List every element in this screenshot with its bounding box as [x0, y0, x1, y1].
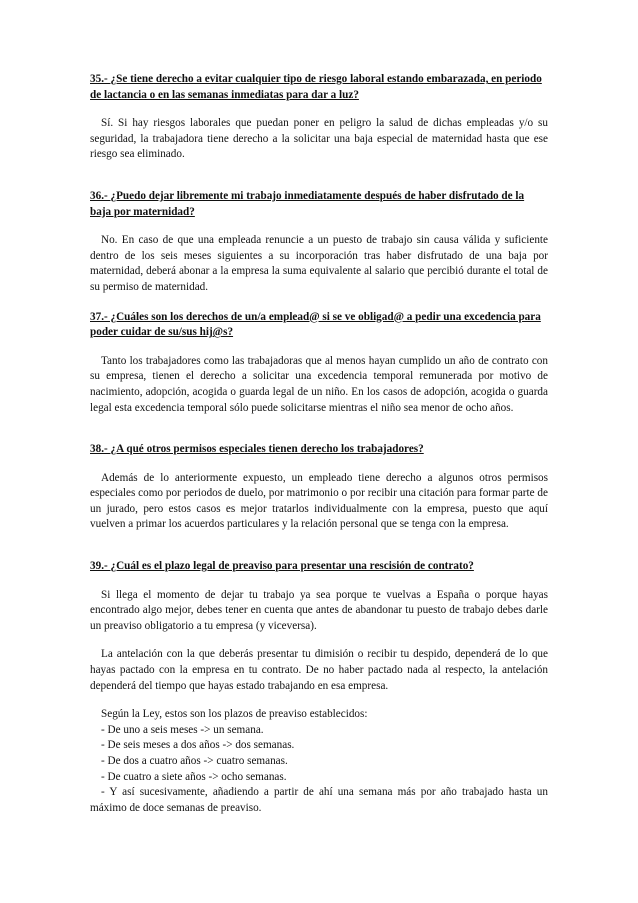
list-item: - De cuatro a siete años -> ocho semanas. — [101, 770, 287, 783]
list-item: - De seis meses a dos años -> dos semanas. — [101, 739, 295, 752]
notice-list-intro: Según la Ley, estos son los plazos de preaviso establecidos: — [101, 708, 368, 721]
notice-periods-list — [90, 723, 548, 817]
list-item: - Y así sucesivamente, añadiendo a partir de ahí una semana más por año trabajado hasta un máximo de doce semanas de preaviso. — [90, 786, 548, 814]
question-38-heading: 38.- ¿A qué otros permisos especiales tienen derecho los trabajadores? — [90, 443, 424, 456]
answer-35-paragraph: Sí. Si hay riesgos laborales que puedan poner en peligro la salud de dichas empleadas y/o su seguridad, la trabajadora tiene derecho a la solicitar una baja especial de maternidad hasta que ese riesgo sea eliminado. — [90, 117, 548, 161]
answer-37-paragraph: Tanto los trabajadores como las trabajadoras que al menos hayan cumplido un año de contrato con su empresa, tienen el derecho a solicitar una excedencia temporal remunerada por motivo de nacimiento, adopción, acogida o guarda legal de un niño. En los casos de adopción, acogida o guarda legal esta excedencia temporal sólo puede solicitarse mientras el niño sea menor de ocho años. — [90, 354, 548, 414]
question-37-heading: 37.- ¿Cuáles son los derechos de un/a emplead@ si se ve obligad@ a pedir una excedencia para poder cuidar de su/sus hij@s? — [90, 310, 541, 339]
question-36-heading: 36.- ¿Puedo dejar libremente mi trabajo inmediatamente después de haber disfrutado de la baja por maternidad? — [90, 189, 525, 218]
question-35-heading: 35.- ¿Se tiene derecho a evitar cualquier tipo de riesgo laboral estando embarazada, en periodo de lactancia o en las semanas inmediatas para dar a luz? — [90, 73, 542, 101]
list-item: - De dos a cuatro años -> cuatro semanas. — [101, 755, 288, 767]
question-39-heading: 39.- ¿Cuál es el plazo legal de preaviso para presentar una rescisión de contrato? — [90, 560, 474, 573]
answer-38-paragraph: Además de lo anteriormente expuesto, un empleado tiene derecho a algunos otros permisos especiales como por periodos de duelo, por matrimonio o por recibir una citación para formar parte de un jurado, pero estos casos es mejor tratarlos individualmente con la empresa, puesto que aquí vuelven a primar los acuerdos particulares y la relación personal que se tenga con la empresa. — [90, 471, 548, 531]
answer-39-paragraph-2: La antelación con la que deberás presentar tu dimisión o recibir tu despido, dependerá de lo que hayas pactado con la empresa en tu contrato. De no haber pactado nada al respecto, la antelación dependerá del tiempo que hayas estado trabajando en esa empresa. — [90, 648, 548, 692]
document-body — [90, 72, 548, 816]
answer-36-paragraph: No. En caso de que una empleada renuncie a un puesto de trabajo sin causa válida y suficiente dentro de los seis meses siguientes a su incorporación tras haber disfrutado de una baja por maternidad, deberá abonar a la empresa la suma equivalente al salario que percibió durante el total de su permiso de maternidad. — [90, 234, 548, 293]
answer-39-paragraph-1: Si llega el momento de dejar tu trabajo ya sea porque te vuelvas a España o porque hayas encontrado algo mejor, debes tener en cuenta que antes de abandonar tu puesto de trabajo debes darle un preaviso obligatorio a tu empresa (y viceversa). — [90, 588, 548, 632]
list-item: - De uno a seis meses -> un semana. — [101, 723, 264, 736]
